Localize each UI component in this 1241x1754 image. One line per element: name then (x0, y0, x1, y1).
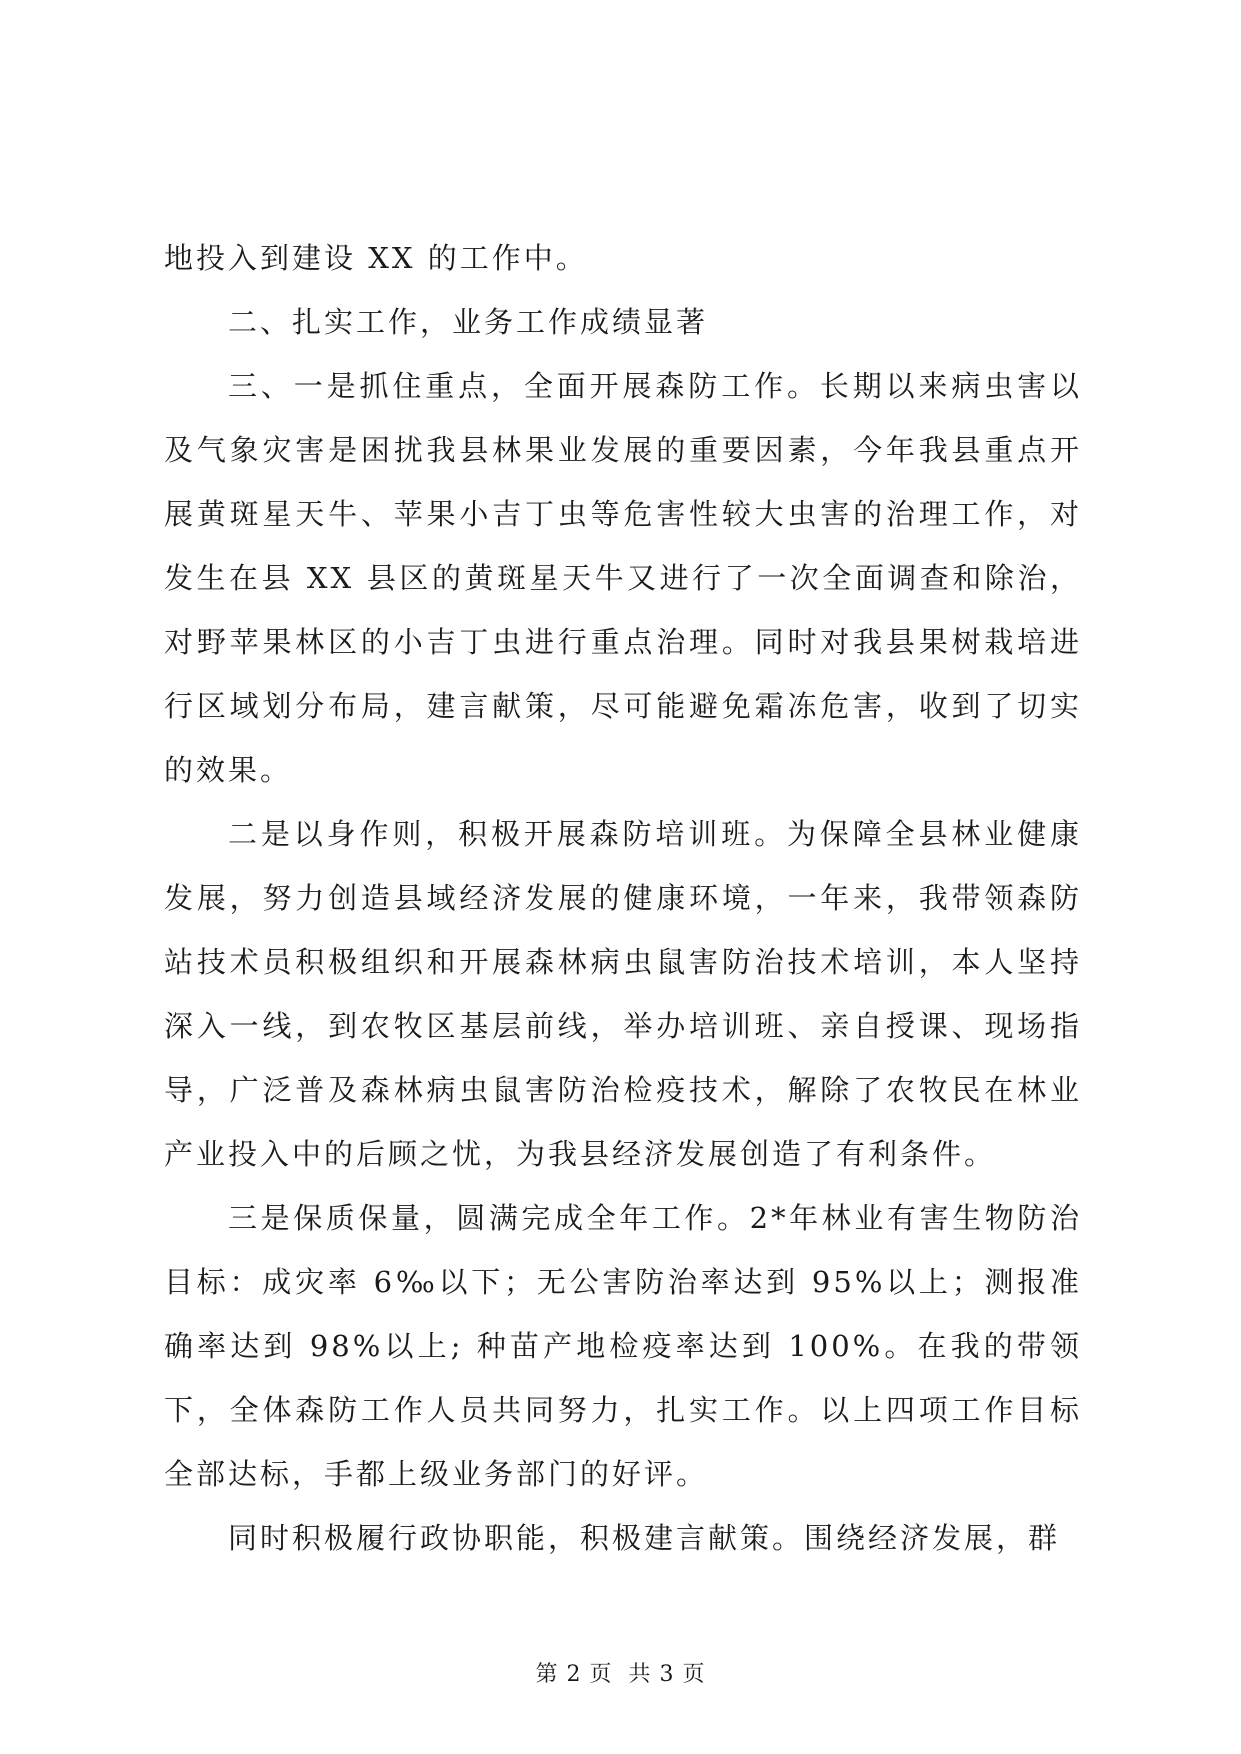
document-body (164, 226, 1082, 1570)
paragraph-forest-protection: 三、一是抓住重点，全面开展森防工作。长期以来病虫害以及气象灾害是困扰我县林果业发展的重要因素，今年我县重点开展黄斑星天牛、苹果小吉丁虫等危害性较大虫害的治理工作，对发生在县 XX 县区的黄斑星天牛又进行了一次全面调查和除治，对野苹果林区的小吉丁虫进行重点治理。同时对我县果树栽培进行区域划分布局，建言献策，尽可能避免霜冻危害，收到了切实的效果。 (164, 369, 1082, 787)
paragraph-cppcc-duties: 同时积极履行政协职能，积极建言献策。围绕经济发展，群 (228, 1521, 1061, 1555)
page-footer (0, 1657, 1241, 1688)
paragraph-annual-targets: 三是保质保量，圆满完成全年工作。2*年林业有害生物防治目标：成灾率 6‰以下；无公害防治率达到 95%以上；测报准确率达到 98%以上; 种苗产地检疫率达到 100%。在我的带领下，全体森防工作人员共同努力，扎实工作。以上四项工作目标全部达标，手都上级业务部门的好评。 (164, 1201, 1082, 1491)
paragraph-continuation: 地投入到建设 XX 的工作中。 (164, 241, 588, 275)
section-heading: 二、扎实工作，业务工作成绩显著 (228, 305, 709, 339)
page-number: 第 2 页 共 3 页 (535, 1662, 706, 1687)
paragraph-training: 二是以身作则，积极开展森防培训班。为保障全县林业健康发展，努力创造县域经济发展的健康环境，一年来，我带领森防站技术员积极组织和开展森林病虫鼠害防治技术培训，本人坚持深入一线，到农牧区基层前线，举办培训班、亲自授课、现场指导，广泛普及森林病虫鼠害防治检疫技术，解除了农牧民在林业产业投入中的后顾之忧，为我县经济发展创造了有利条件。 (164, 817, 1082, 1171)
